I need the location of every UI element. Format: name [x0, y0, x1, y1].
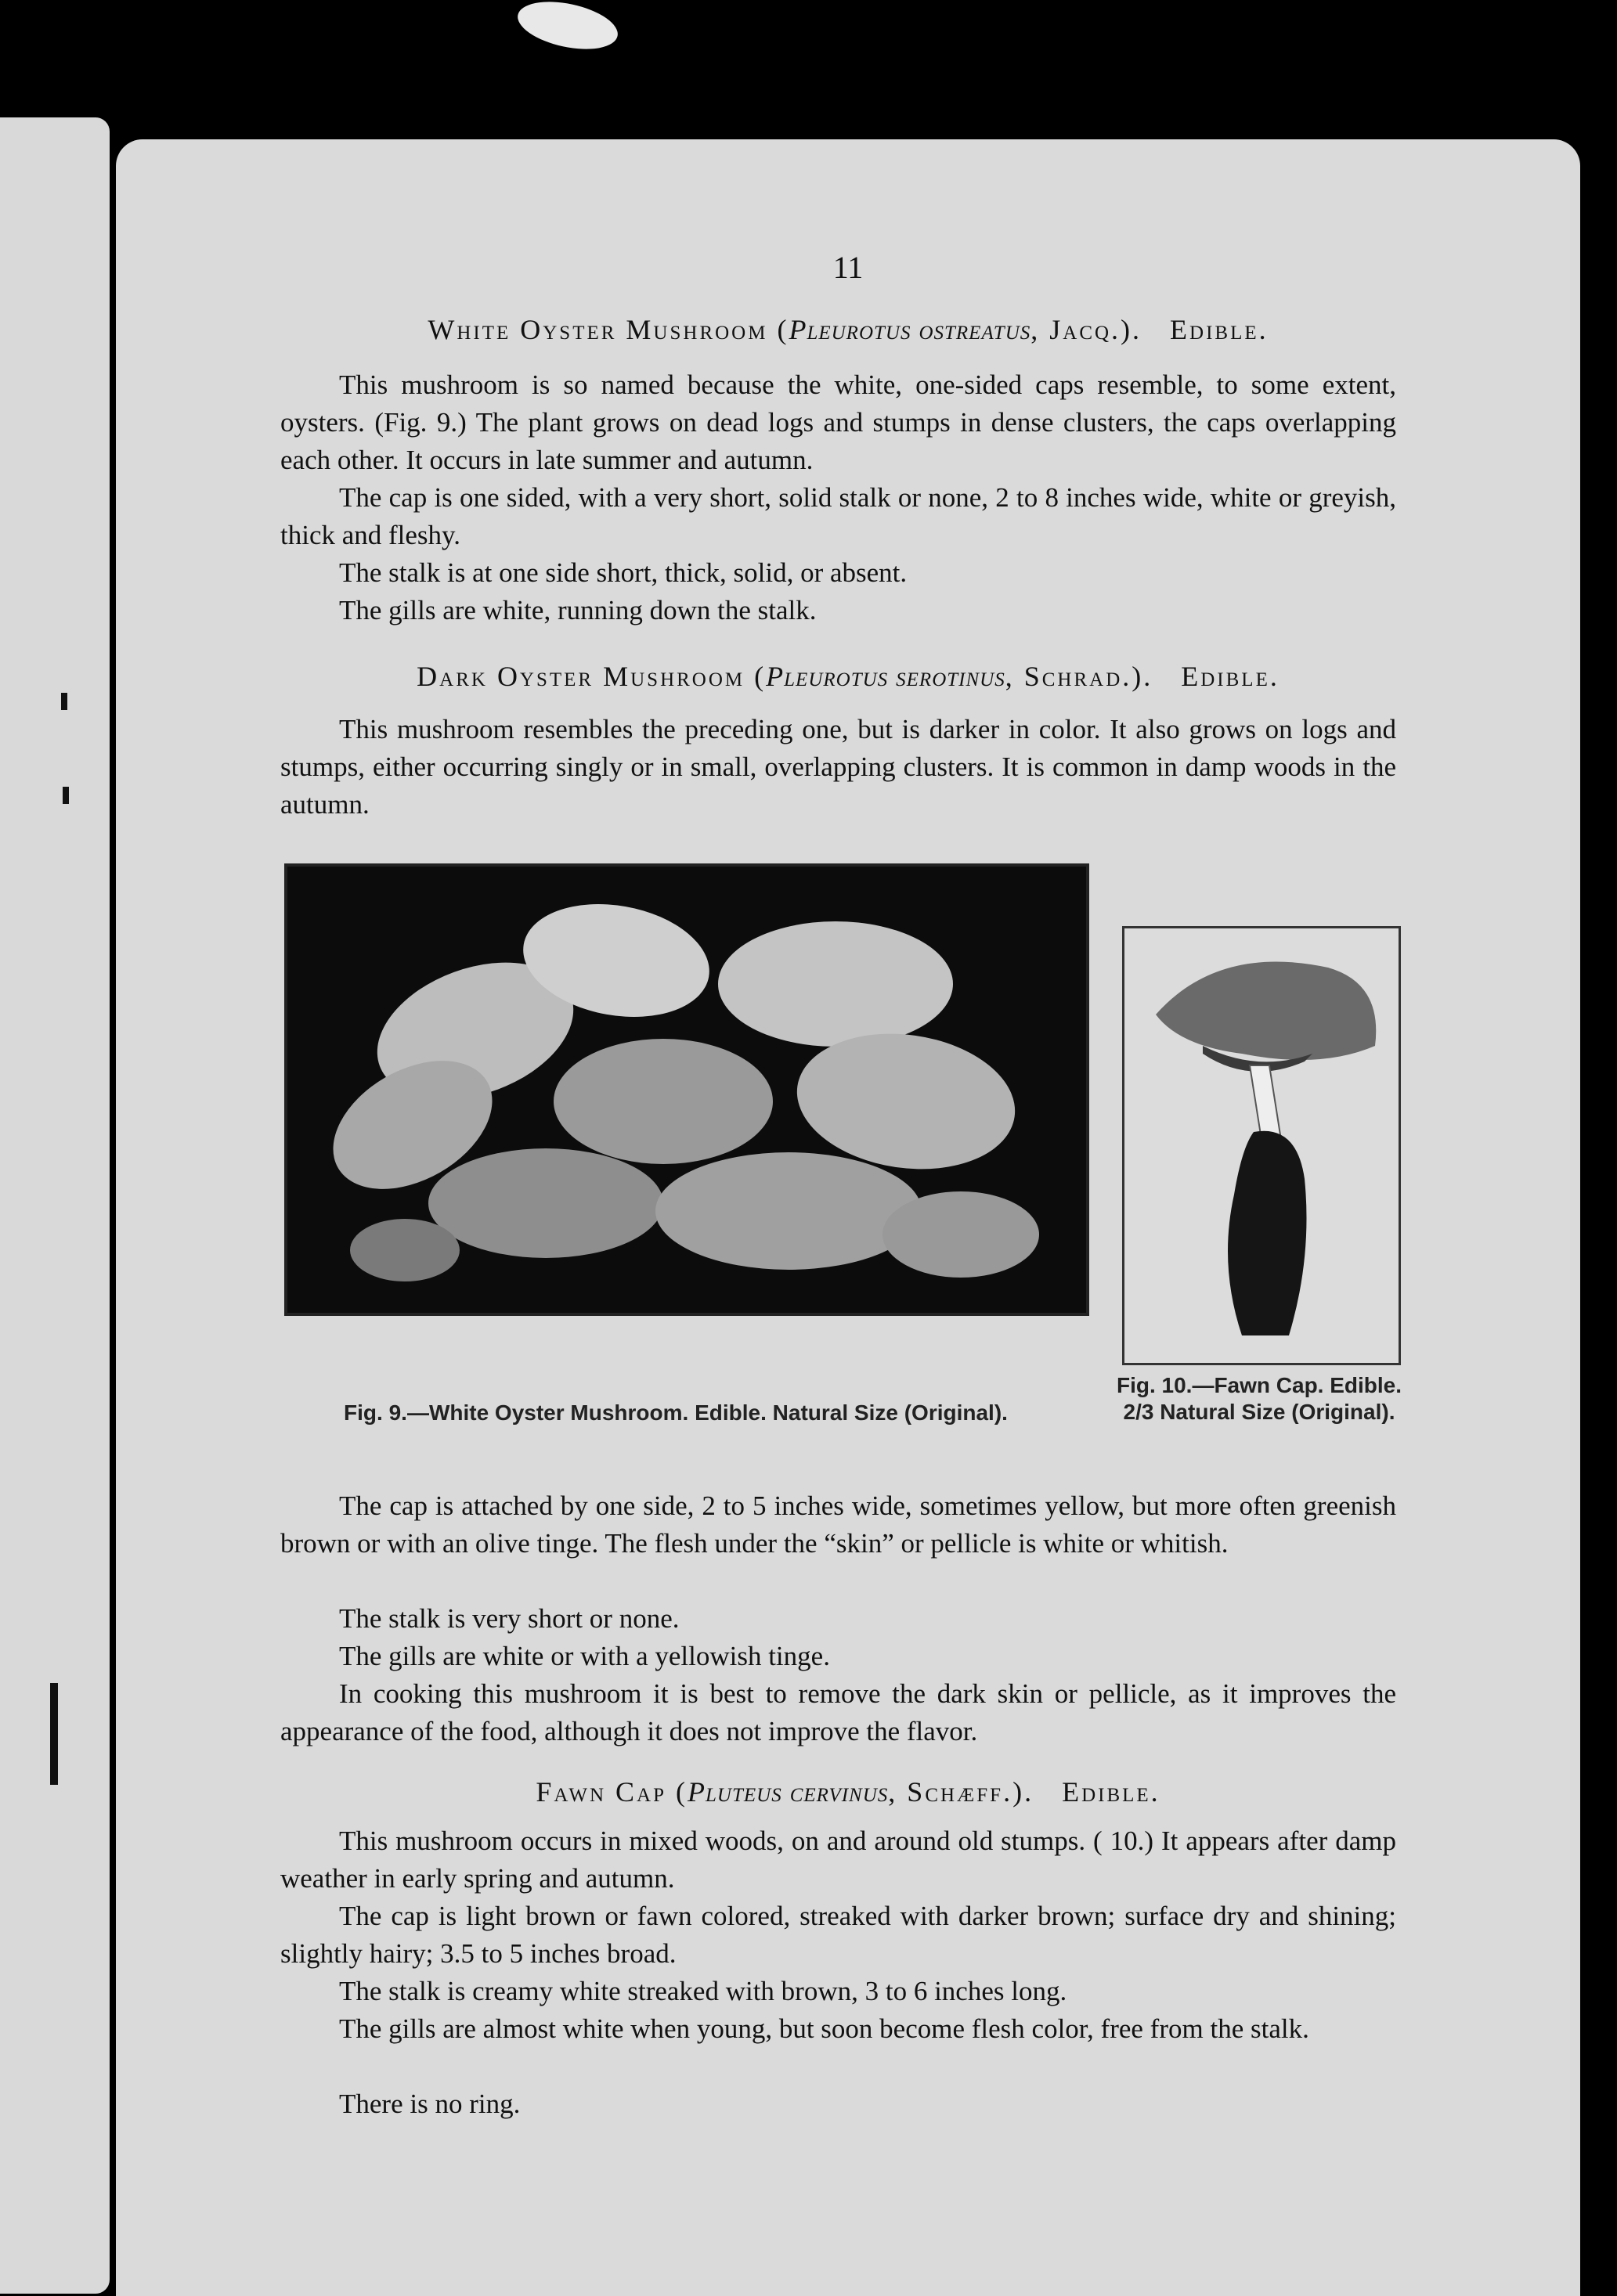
- paragraph: The cap is one sided, with a very short, solid stalk or none, 2 to 8 inches wide, white or greyish, thick and fleshy.: [280, 482, 1396, 550]
- paragraph: This mushroom is so named because the white, one-sided caps resemble, to some extent, oysters. (Fig. 9.) The plant grows on dead logs and stumps in dense clusters, the caps overlapping each other. It occurs in late summer and autumn.: [280, 369, 1396, 475]
- section-heading-white-oyster: White Oyster Mushroom (Pleurotus ostreatus, Jacq.). Edible.: [428, 314, 1269, 345]
- heading-name: White Oyster Mushroom: [428, 314, 768, 345]
- paragraph: The stalk is creamy white streaked with brown, 3 to 6 inches long.: [339, 1976, 1067, 2006]
- heading-author: , Jacq.).: [1030, 314, 1142, 345]
- heading-name: Dark Oyster Mushroom: [417, 661, 745, 692]
- paragraph: The stalk is at one side short, thick, solid, or absent.: [339, 557, 908, 588]
- paragraph: In cooking this mushroom it is best to remove the dark skin or pellicle, as it improves the appearance of the food, although it does not improve the flavor.: [280, 1678, 1396, 1746]
- paragraph: The gills are white, running down the stalk.: [339, 595, 817, 625]
- heading-author: , Schrad.).: [1005, 661, 1153, 692]
- heading-status: Edible.: [1181, 661, 1280, 692]
- paragraph: There is no ring.: [339, 2089, 521, 2119]
- figure-9-caption: Fig. 9.—White Oyster Mushroom. Edible. Natural Size (Original).: [344, 1400, 1008, 1425]
- heading-latin: Pluteus cervinus: [688, 1776, 889, 1808]
- paragraph: The cap is light brown or fawn colored, streaked with darker brown; surface dry and shining; slightly hairy; 3.5 to 5 inches broad.: [280, 1901, 1396, 1969]
- heading-latin: Pleurotus ostreatus: [789, 314, 1031, 345]
- fawn-cap-mushroom-image: [1124, 928, 1399, 1363]
- paragraph: The gills are almost white when young, but soon become flesh color, free from the stalk.: [339, 2013, 1309, 2044]
- section-heading-dark-oyster: Dark Oyster Mushroom (Pleurotus serotinus, Schrad.). Edible.: [417, 661, 1280, 692]
- paragraph: The stalk is very short or none.: [339, 1603, 680, 1634]
- binding-mark: [63, 787, 69, 804]
- paragraph: This mushroom resembles the preceding one, but is darker in color. It also grows on logs and stumps, either occurring singly or in small, overlapping clusters. It is common in damp woods in the autumn.: [280, 714, 1396, 820]
- torn-paper-fragment: [514, 0, 623, 57]
- heading-status: Edible.: [1062, 1776, 1160, 1808]
- heading-name: Fawn Cap: [536, 1776, 667, 1808]
- oyster-mushroom-cluster-image: [287, 867, 1086, 1313]
- figure-10-photo: [1122, 926, 1401, 1365]
- page-number: 11: [832, 250, 864, 285]
- figure-10-caption: Fig. 10.—Fawn Cap. Edible. 2/3 Natural Size (Original).: [1116, 1373, 1402, 1424]
- paragraph: The gills are white or with a yellowish tinge.: [339, 1641, 830, 1671]
- heading-author: , Schæff.).: [888, 1776, 1034, 1808]
- facing-page-edge: [0, 117, 110, 2294]
- paragraph: This mushroom occurs in mixed woods, on and around old stumps. ( 10.) It appears after damp weather in early spring and autumn.: [280, 1826, 1396, 1894]
- heading-latin: Pleurotus serotinus: [766, 661, 1005, 692]
- binding-mark: [61, 693, 67, 710]
- section-heading-fawn-cap: Fawn Cap (Pluteus cervinus, Schæff.). Edible.: [536, 1776, 1160, 1808]
- heading-status: Edible.: [1170, 314, 1269, 345]
- binding-mark: [50, 1683, 58, 1785]
- paragraph: The cap is attached by one side, 2 to 5 inches wide, sometimes yellow, but more often greenish brown or with an olive tinge. The flesh under the “skin” or pellicle is white or whitish.: [280, 1490, 1396, 1559]
- document-page: [116, 139, 1580, 2296]
- figure-9-photo: [284, 863, 1089, 1316]
